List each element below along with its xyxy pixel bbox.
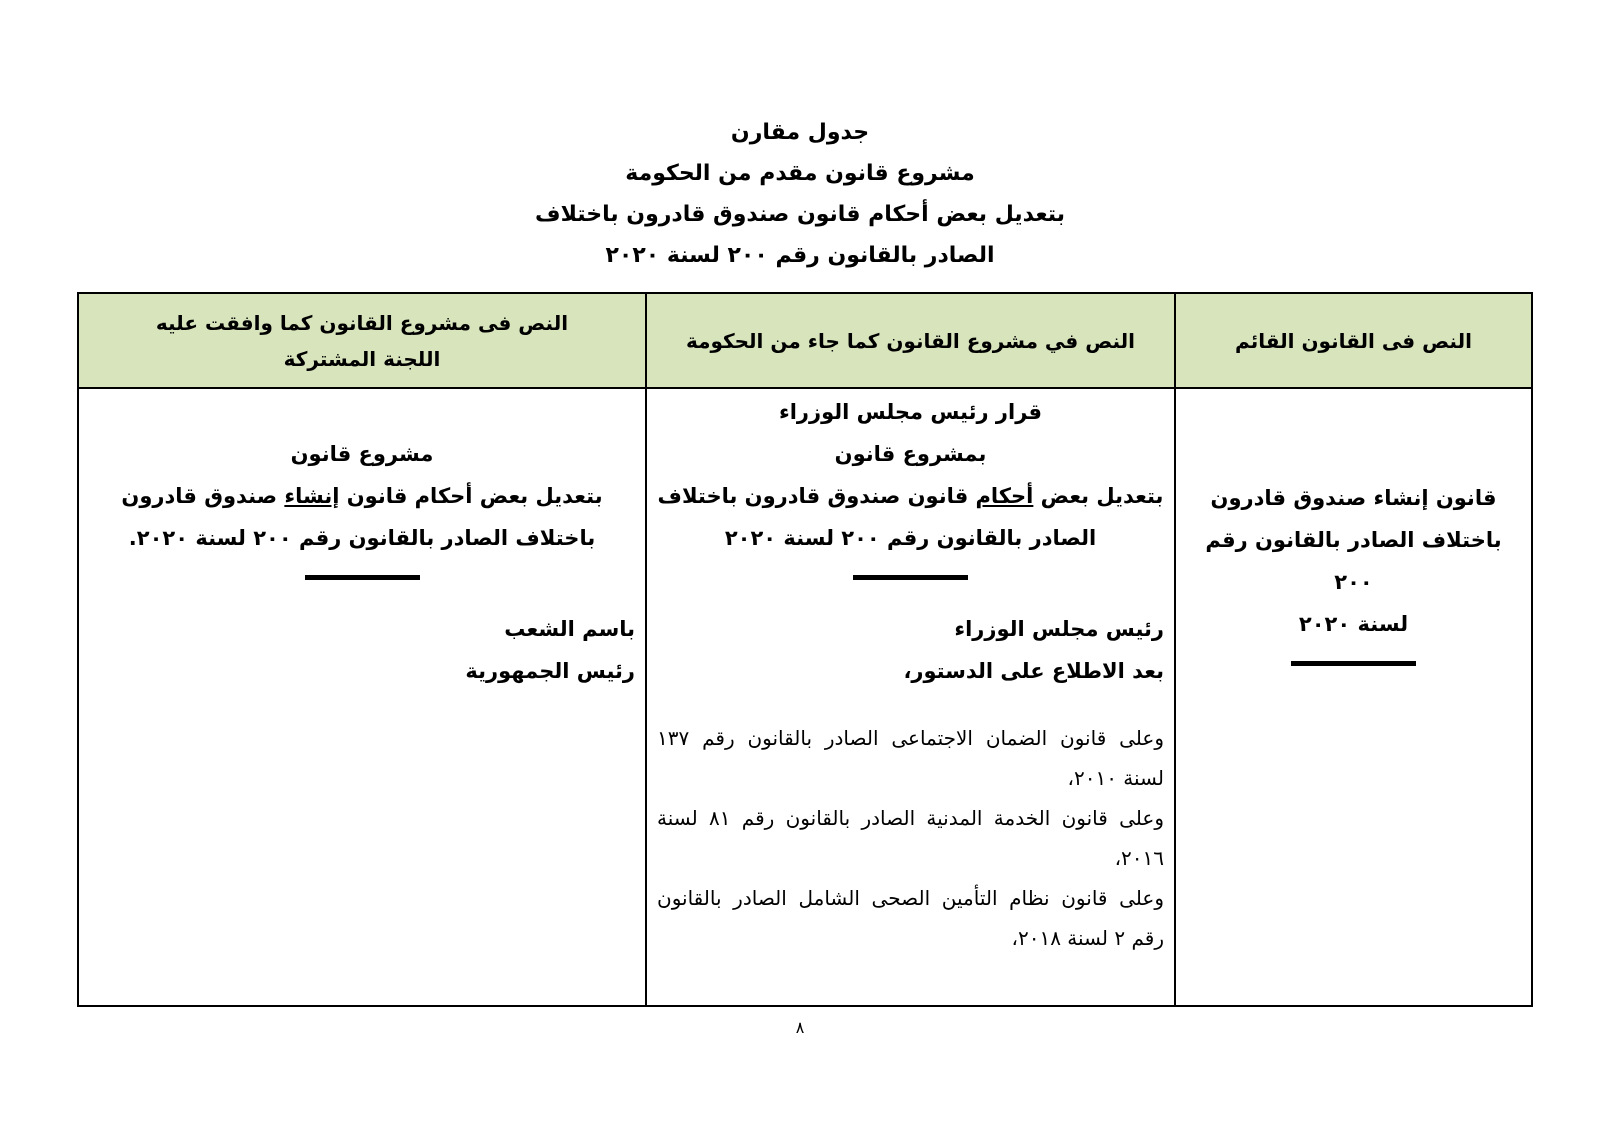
committee-line-1: مشروع قانون (290, 442, 434, 466)
title-line-3: بتعديل بعض أحكام قانون صندوق قادرون باختلاف (535, 202, 1065, 227)
header-committee-line-1: النص فى مشروع القانون كما وافقت عليه (155, 310, 569, 335)
gov-decree-line-4: الصادر بالقانون رقم ٢٠٠ لسنة ٢٠٢٠ (724, 526, 1097, 550)
separator-rule (1291, 661, 1416, 666)
gov-law-1: وعلى قانون الضمان الاجتماعى الصادر بالقانون رقم ١٣٧ لسنة ٢٠١٠، (657, 726, 1164, 790)
committee-in-name-of-people: باسم الشعب (504, 617, 635, 641)
cell-government-text (646, 388, 1175, 1006)
gov-law-2: وعلى قانون الخدمة المدنية الصادر بالقانون رقم ٨١ لسنة ٢٠١٦، (657, 806, 1164, 870)
committee-line-3: باختلاف الصادر بالقانون رقم ٢٠٠ لسنة ٢٠٢٠. (128, 526, 596, 550)
header-committee-line-2: اللجنة المشتركة (283, 346, 441, 371)
header-existing-law: النص فى القانون القائم (1175, 293, 1532, 388)
body-row (78, 388, 1532, 1006)
existing-line-3: لسنة ٢٠٢٠ (1298, 612, 1409, 636)
committee-line-2-post: صندوق قادرون (121, 484, 285, 508)
committee-line-2-underlined: إنشاء (284, 484, 340, 508)
gov-decree-line-3 (657, 475, 1164, 517)
cell-committee-text (78, 388, 646, 1006)
gov-decree-line-3-underlined: أحكام (975, 484, 1034, 508)
gov-prime-minister: رئيس مجلس الوزراء (954, 617, 1164, 641)
existing-line-1: قانون إنشاء صندوق قادرون (1210, 486, 1497, 510)
header-government-text: النص في مشروع القانون كما جاء من الحكومة (646, 293, 1175, 388)
header-row (78, 293, 1532, 388)
title-line-2: مشروع قانون مقدم من الحكومة (625, 161, 975, 186)
separator-rule (853, 575, 968, 580)
page-number: ٨ (795, 1018, 805, 1037)
title-line-1: جدول مقارن (730, 120, 870, 145)
gov-constitution: بعد الاطلاع على الدستور، (903, 659, 1164, 683)
cell-existing-law (1175, 388, 1532, 1006)
gov-decree-line-3-post: قانون صندوق قادرون باختلاف (657, 484, 976, 508)
existing-line-2: باختلاف الصادر بالقانون رقم ٢٠٠ (1205, 528, 1502, 594)
committee-line-2 (89, 475, 635, 517)
document-title (0, 112, 1600, 276)
gov-decree-line-3-pre: بتعديل بعض (1033, 484, 1164, 508)
separator-rule (305, 575, 420, 580)
committee-president: رئيس الجمهورية (465, 659, 635, 683)
header-committee-text (78, 293, 646, 388)
gov-law-3: وعلى قانون نظام التأمين الصحى الشامل الصادر بالقانون رقم ٢ لسنة ٢٠١٨، (657, 886, 1164, 950)
title-line-4: الصادر بالقانون رقم ٢٠٠ لسنة ٢٠٢٠ (605, 243, 995, 268)
committee-line-2-pre: بتعديل بعض أحكام قانون (339, 484, 603, 508)
gov-decree-line-2: بمشروع قانون (834, 442, 987, 466)
gov-decree-line-1: قرار رئيس مجلس الوزراء (778, 400, 1043, 424)
comparison-table (77, 292, 1533, 1007)
